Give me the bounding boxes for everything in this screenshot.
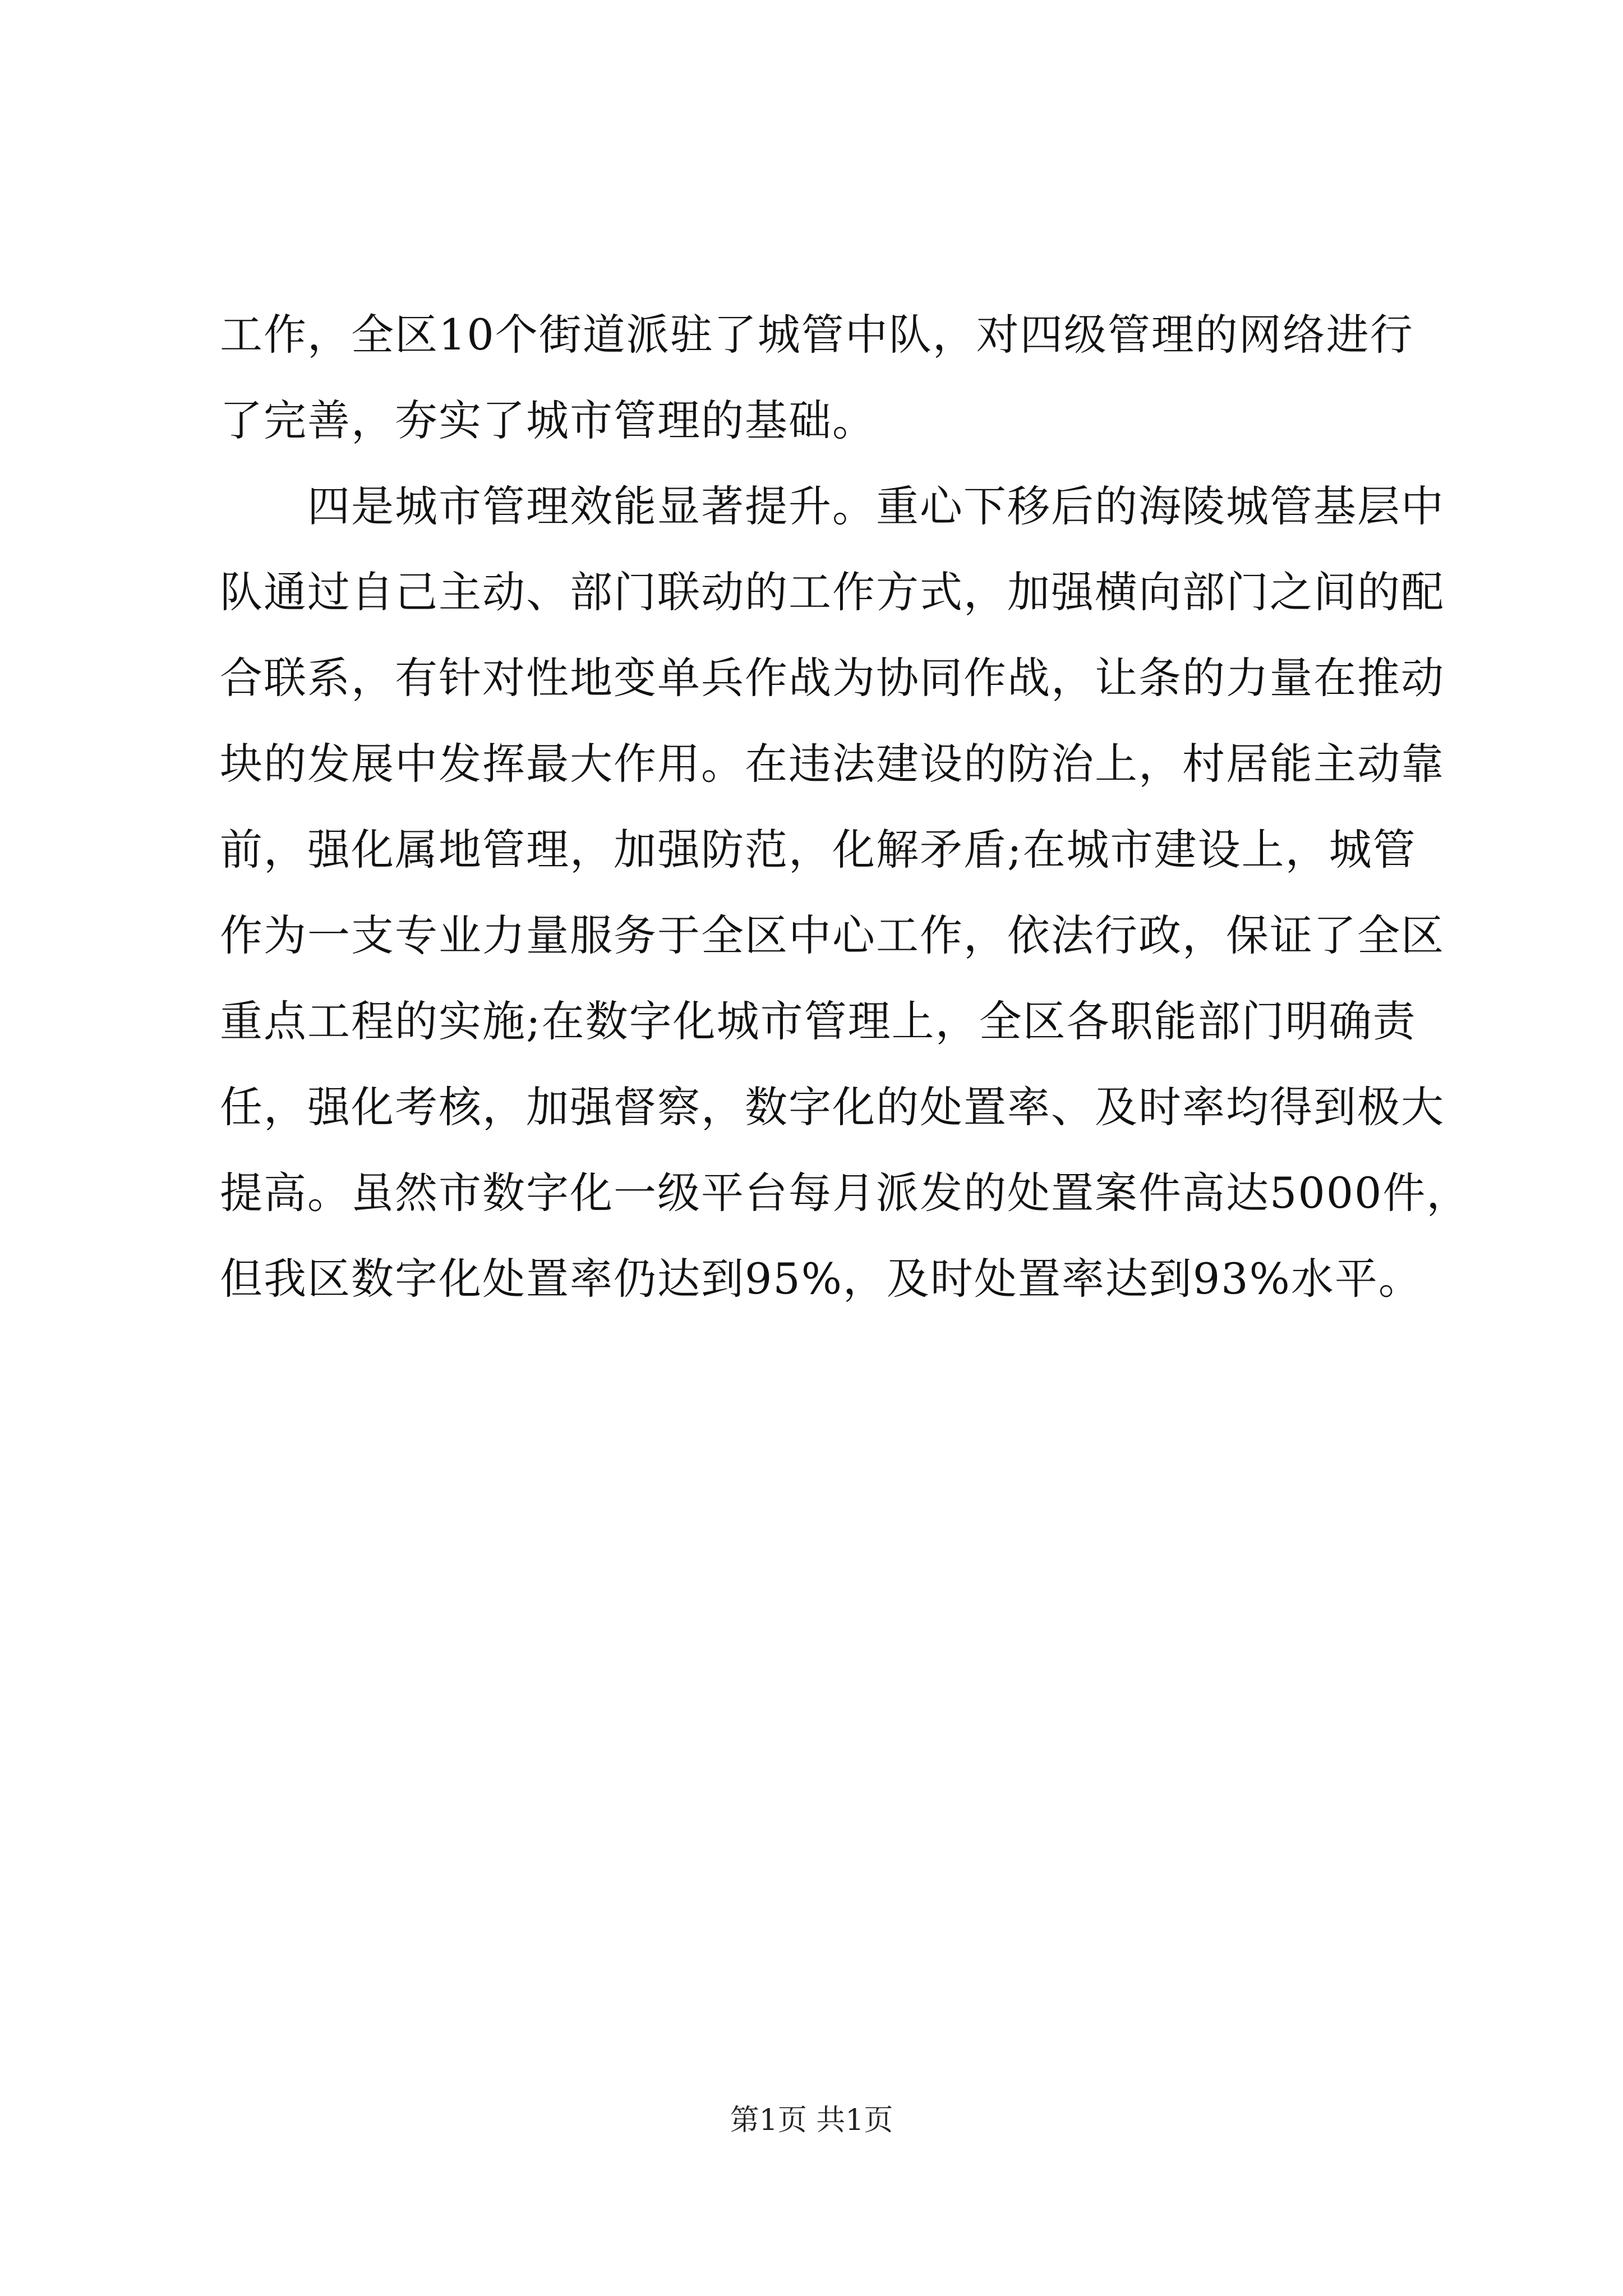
text-line: 提高。虽然市数字化一级平台每月派发的处置案件高达5000件， [220,1168,1470,1218]
text-line: 合联系，有针对性地变单兵作战为协同作战，让条的力量在推动 [220,653,1445,703]
text-line: 作为一支专业力量服务于全区中心工作，依法行政，保证了全区 [220,910,1445,960]
text-line: 队通过自己主动、部门联动的工作方式，加强横向部门之间的配 [220,567,1445,617]
text-line: 工作，全区10个街道派驻了城管中队，对四级管理的网络进行 [220,310,1414,360]
text-line: 任，强化考核，加强督察，数字化的处置率、及时率均得到极大 [220,1082,1445,1132]
text-line: 前，强化属地管理，加强防范，化解矛盾;在城市建设上，城管 [220,825,1417,875]
body-text [220,292,1470,1322]
page-footer: 第1页 共1页 [730,2104,893,2137]
text-line: 四是城市管理效能显著提升。重心下移后的海陵城管基层中 [220,481,1445,531]
text-line: 块的发展中发挥最大作用。在违法建设的防治上，村居能主动靠 [220,739,1445,789]
text-line: 但我区数字化处置率仍达到95%，及时处置率达到93%水平。 [220,1254,1422,1304]
text-line: 重点工程的实施;在数字化城市管理上，全区各职能部门明确责 [220,996,1417,1046]
text-line: 了完善，夯实了城市管理的基础。 [220,395,876,445]
